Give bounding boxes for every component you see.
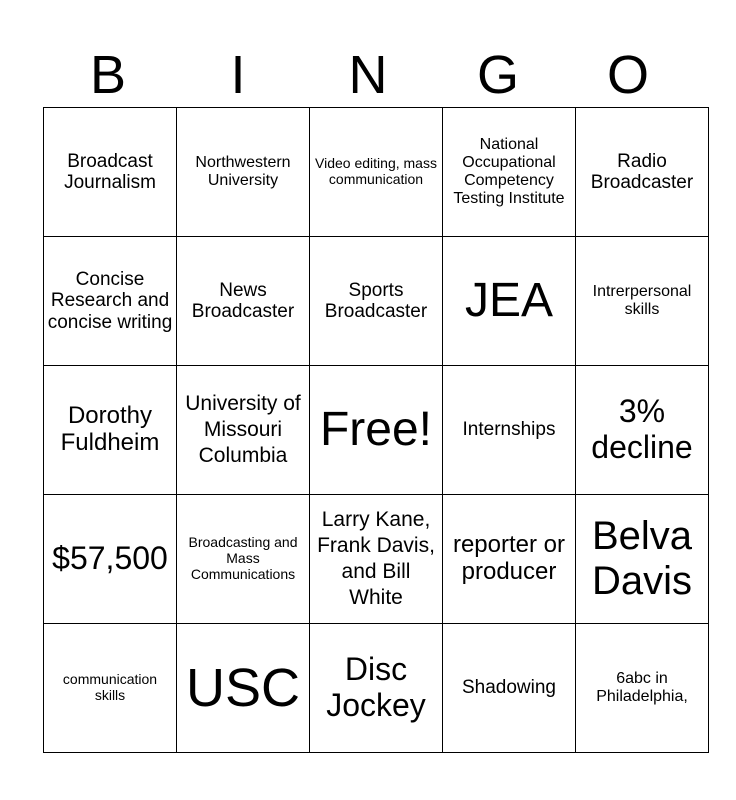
header-letter-n: N (348, 45, 388, 105)
bingo-cell-r2c1[interactable]: Concise Research and concise writing (44, 237, 177, 366)
bingo-cell-free[interactable]: Free! (310, 366, 443, 495)
bingo-cell-r4c2[interactable]: Broadcasting and Mass Communications (177, 495, 310, 624)
bingo-cell-r5c5[interactable]: 6abc in Philadelphia, (576, 624, 709, 753)
bingo-cell-r3c4[interactable]: Internships (443, 366, 576, 495)
bingo-cell-r1c2[interactable]: Northwestern University (177, 108, 310, 237)
bingo-cell-r5c2[interactable]: USC (177, 624, 310, 753)
bingo-cell-r2c2[interactable]: News Broadcaster (177, 237, 310, 366)
bingo-cell-r3c2[interactable]: University of Missouri Columbia (177, 366, 310, 495)
bingo-cell-r2c4[interactable]: JEA (443, 237, 576, 366)
bingo-cell-r5c3[interactable]: Disc Jockey (310, 624, 443, 753)
header-letter-o: O (606, 45, 649, 105)
header-letter-i: I (230, 45, 246, 105)
bingo-cell-r1c4[interactable]: National Occupational Competency Testing Institute (443, 108, 576, 237)
board-row-5 (44, 624, 709, 753)
bingo-cell-r4c5[interactable]: Belva Davis (576, 495, 709, 624)
bingo-cell-r5c1[interactable]: communication skills (44, 624, 177, 753)
bingo-cell-r4c3[interactable]: Larry Kane, Frank Davis, and Bill White (310, 495, 443, 624)
board-row-3 (44, 366, 709, 495)
bingo-cell-r3c5[interactable]: 3% decline (576, 366, 709, 495)
board-row-4 (44, 495, 709, 624)
bingo-cell-r1c5[interactable]: Radio Broadcaster (576, 108, 709, 237)
board-row-2 (44, 237, 709, 366)
board-row-1 (44, 108, 709, 237)
header-letter-b: B (89, 45, 127, 105)
bingo-cell-r3c1[interactable]: Dorothy Fuldheim (44, 366, 177, 495)
bingo-cell-r2c5[interactable]: Intrerpersonal skills (576, 237, 709, 366)
bingo-cell-r4c1[interactable]: $57,500 (44, 495, 177, 624)
bingo-header (43, 44, 693, 106)
bingo-cell-r1c3[interactable]: Video editing, mass communication (310, 108, 443, 237)
bingo-board (43, 107, 709, 753)
bingo-cell-r1c1[interactable]: Broadcast Journalism (44, 108, 177, 237)
header-letter-g: G (476, 45, 519, 105)
bingo-cell-r2c3[interactable]: Sports Broadcaster (310, 237, 443, 366)
bingo-cell-r5c4[interactable]: Shadowing (443, 624, 576, 753)
bingo-cell-r4c4[interactable]: reporter or producer (443, 495, 576, 624)
